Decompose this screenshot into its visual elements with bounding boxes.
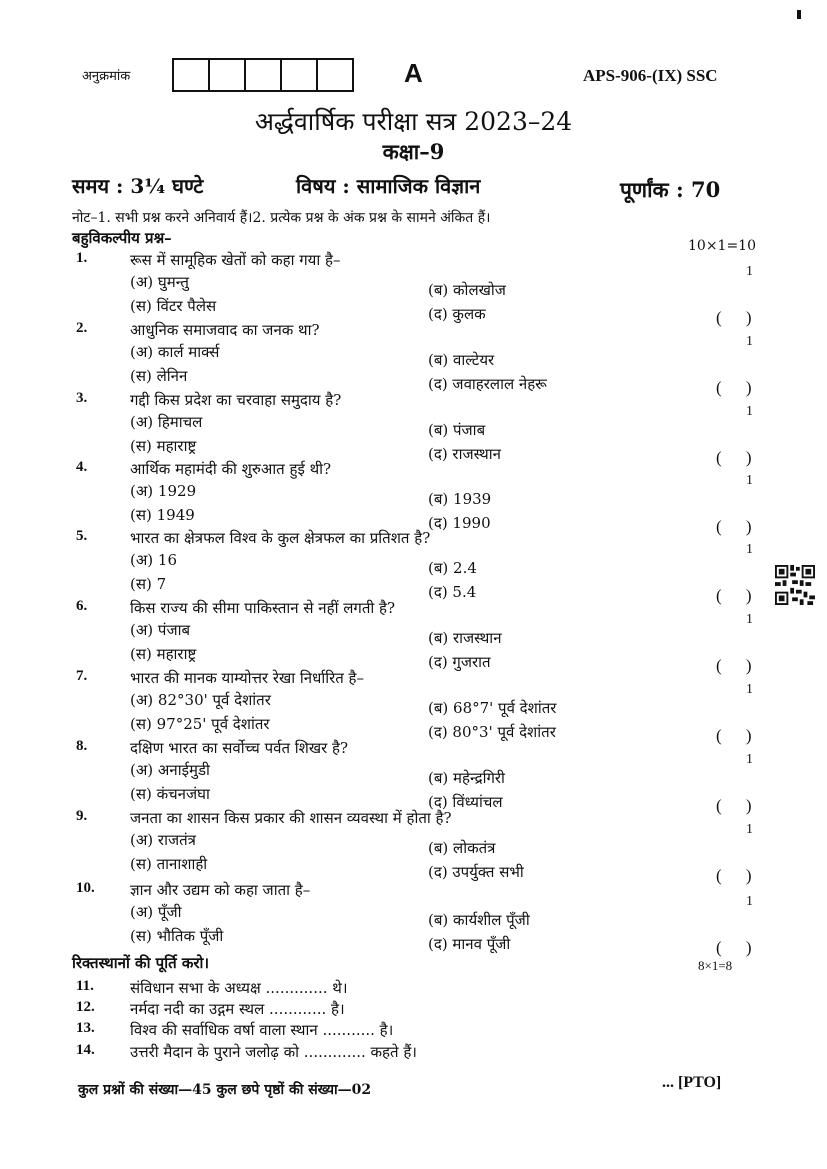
- question-number: 6.: [76, 598, 88, 614]
- answer-bracket[interactable]: ( ): [716, 726, 762, 745]
- option-d: (द) 80°3' पूर्व देशांतर: [428, 723, 556, 741]
- scan-mark: [797, 10, 801, 19]
- question-text: जनता का शासन किस प्रकार की शासन व्यवस्था में होता है?: [130, 809, 452, 827]
- roll-digit-box[interactable]: [318, 60, 352, 90]
- option-b: (ब) 2.4: [428, 559, 477, 577]
- class-title: कक्षा–9: [382, 139, 445, 164]
- question-number: 2.: [76, 320, 88, 336]
- answer-bracket[interactable]: ( ): [716, 448, 762, 467]
- question-number: 5.: [76, 528, 88, 544]
- option-c: (स) 1949: [130, 506, 195, 524]
- option-c: (स) 97°25' पूर्व देशांतर: [130, 715, 270, 733]
- option-c: (स) महाराष्ट्र: [130, 645, 197, 663]
- option-b: (ब) 68°7' पूर्व देशांतर: [428, 699, 557, 717]
- answer-bracket[interactable]: ( ): [716, 378, 762, 397]
- question-mark: 1: [746, 473, 753, 488]
- fill-blank-text: विश्व की सर्वाधिक वर्षा वाला स्थान ........... है।: [130, 1021, 394, 1039]
- option-d: (द) उपर्युक्त सभी: [428, 863, 524, 881]
- paper-code: APS-906-(IX) SSC: [583, 66, 718, 85]
- fill-blank-text: उत्तरी मैदान के पुराने जलोढ़ को ............. कहते हैं।: [130, 1043, 417, 1061]
- question-text: आधुनिक समाजवाद का जनक था?: [130, 321, 320, 339]
- roll-digit-box[interactable]: [246, 60, 282, 90]
- question-text: रूस में सामूहिक खेतों को कहा गया है–: [130, 251, 341, 269]
- question-mark: 1: [746, 822, 753, 837]
- paper-set-letter: A: [404, 58, 423, 88]
- question-number: 1.: [76, 250, 88, 266]
- question-number: 13.: [76, 1020, 95, 1036]
- question-number: 11.: [76, 978, 94, 994]
- answer-bracket[interactable]: ( ): [716, 796, 762, 815]
- section-marks-fill-blanks: 8×1=8: [698, 958, 733, 973]
- subject-title: विषय : सामाजिक विज्ञान: [296, 174, 481, 198]
- question-text: दक्षिण भारत का सर्वोच्च पर्वत शिखर है?: [130, 739, 349, 757]
- question-number: 14.: [76, 1042, 95, 1058]
- roll-digit-box[interactable]: [174, 60, 210, 90]
- fill-blank-text: संविधान सभा के अध्यक्ष ............. थे।: [130, 979, 348, 997]
- roll-number-boxes[interactable]: [172, 58, 354, 92]
- question-text: आर्थिक महामंदी की शुरुआत हुई थी?: [130, 460, 332, 478]
- question-mark: 1: [746, 752, 753, 767]
- option-d: (द) 1990: [428, 514, 491, 532]
- option-a: (अ) कार्ल मार्क्स: [130, 343, 220, 361]
- option-b: (ब) महेन्द्रगिरी: [428, 769, 505, 787]
- option-b: (ब) कोलखोज: [428, 281, 506, 299]
- option-c: (स) कंचनजंघा: [130, 785, 210, 803]
- answer-bracket[interactable]: ( ): [716, 866, 762, 885]
- instructions-note: नोट–1. सभी प्रश्न करने अनिवार्य हैं।2. प्रत्येक प्रश्न के अंक प्रश्न के सामने अंकित हैं।: [72, 210, 491, 226]
- option-c: (स) महाराष्ट्र: [130, 437, 197, 455]
- option-b: (ब) कार्यशील पूँजी: [428, 911, 530, 929]
- option-b: (ब) वाल्टेयर: [428, 351, 495, 369]
- option-d: (द) राजस्थान: [428, 445, 501, 463]
- section-title-mcq: बहुविकल्पीय प्रश्न–: [72, 229, 172, 247]
- footer-question-count: कुल प्रश्नों की संख्या—45 कुल छपे पृष्ठों की संख्या—02: [78, 1082, 372, 1098]
- option-d: (द) विंध्यांचल: [428, 793, 503, 811]
- option-c: (स) विंटर पैलेस: [130, 297, 217, 315]
- option-a: (अ) राजतंत्र: [130, 831, 196, 849]
- option-a: (अ) पूँजी: [130, 903, 182, 921]
- question-text: भारत की मानक याम्योत्तर रेखा निर्धारित है–: [130, 669, 365, 687]
- question-number: 7.: [76, 668, 88, 684]
- question-mark: 1: [746, 334, 753, 349]
- option-c: (स) भौतिक पूँजी: [130, 927, 224, 945]
- question-number: 10.: [76, 880, 95, 896]
- roll-digit-box[interactable]: [210, 60, 246, 90]
- option-a: (अ) हिमाचल: [130, 413, 203, 431]
- answer-bracket[interactable]: ( ): [716, 586, 762, 605]
- option-d: (द) 5.4: [428, 583, 477, 601]
- answer-bracket[interactable]: ( ): [716, 938, 762, 957]
- question-mark: 1: [746, 542, 753, 557]
- option-a: (अ) घुमन्तु: [130, 273, 189, 291]
- option-b: (ब) लोकतंत्र: [428, 839, 496, 857]
- option-d: (द) मानव पूँजी: [428, 935, 511, 953]
- option-b: (ब) राजस्थान: [428, 629, 502, 647]
- question-number: 8.: [76, 738, 88, 754]
- roll-number-label: अनुक्रमांक: [82, 69, 131, 84]
- option-d: (द) जवाहरलाल नेहरू: [428, 375, 547, 393]
- exam-title: अर्द्धवार्षिक परीक्षा सत्र 2023–24: [254, 107, 573, 136]
- question-text: गद्दी किस प्रदेश का चरवाहा समुदाय है?: [130, 391, 342, 409]
- option-b: (ब) 1939: [428, 490, 492, 508]
- option-a: (अ) अनाईमुडी: [130, 761, 210, 779]
- question-text: भारत का क्षेत्रफल विश्व के कुल क्षेत्रफल का प्रतिशत है?: [130, 529, 431, 547]
- option-a: (अ) 1929: [130, 482, 197, 500]
- section-marks-mcq: 10×1=10: [688, 238, 756, 254]
- answer-bracket[interactable]: ( ): [716, 656, 762, 675]
- max-marks: पूर्णांक : 70: [620, 177, 721, 202]
- question-number: 4.: [76, 459, 88, 475]
- answer-bracket[interactable]: ( ): [716, 308, 762, 327]
- question-number: 9.: [76, 808, 88, 824]
- option-c: (स) तानाशाही: [130, 855, 208, 873]
- question-number: 12.: [76, 999, 95, 1015]
- question-mark: 1: [746, 404, 753, 419]
- option-d: (द) कुलक: [428, 305, 486, 323]
- question-mark: 1: [746, 264, 753, 279]
- answer-bracket[interactable]: ( ): [716, 517, 762, 536]
- qr-code-icon: [775, 565, 815, 605]
- footer-pto: ... [PTO]: [662, 1074, 722, 1091]
- roll-digit-box[interactable]: [282, 60, 318, 90]
- question-mark: 1: [746, 894, 753, 909]
- option-b: (ब) पंजाब: [428, 421, 486, 439]
- option-c: (स) लेनिन: [130, 367, 188, 385]
- question-text: किस राज्य की सीमा पाकिस्तान से नहीं लगती है?: [130, 599, 396, 617]
- option-c: (स) 7: [130, 575, 167, 593]
- section-title-fill-blanks: रिक्तस्थानों की पूर्ति करो।: [72, 954, 210, 972]
- fill-blank-text: नर्मदा नदी का उद्गम स्थल ............ है।: [130, 1000, 345, 1018]
- option-a: (अ) पंजाब: [130, 621, 191, 639]
- question-text: ज्ञान और उद्यम को कहा जाता है–: [130, 881, 311, 899]
- question-mark: 1: [746, 682, 753, 697]
- option-d: (द) गुजरात: [428, 653, 491, 671]
- option-a: (अ) 82°30' पूर्व देशांतर: [130, 691, 271, 709]
- question-mark: 1: [746, 612, 753, 627]
- exam-duration: समय : 3¼ घण्टे: [72, 174, 204, 198]
- question-number: 3.: [76, 390, 88, 406]
- option-a: (अ) 16: [130, 551, 178, 569]
